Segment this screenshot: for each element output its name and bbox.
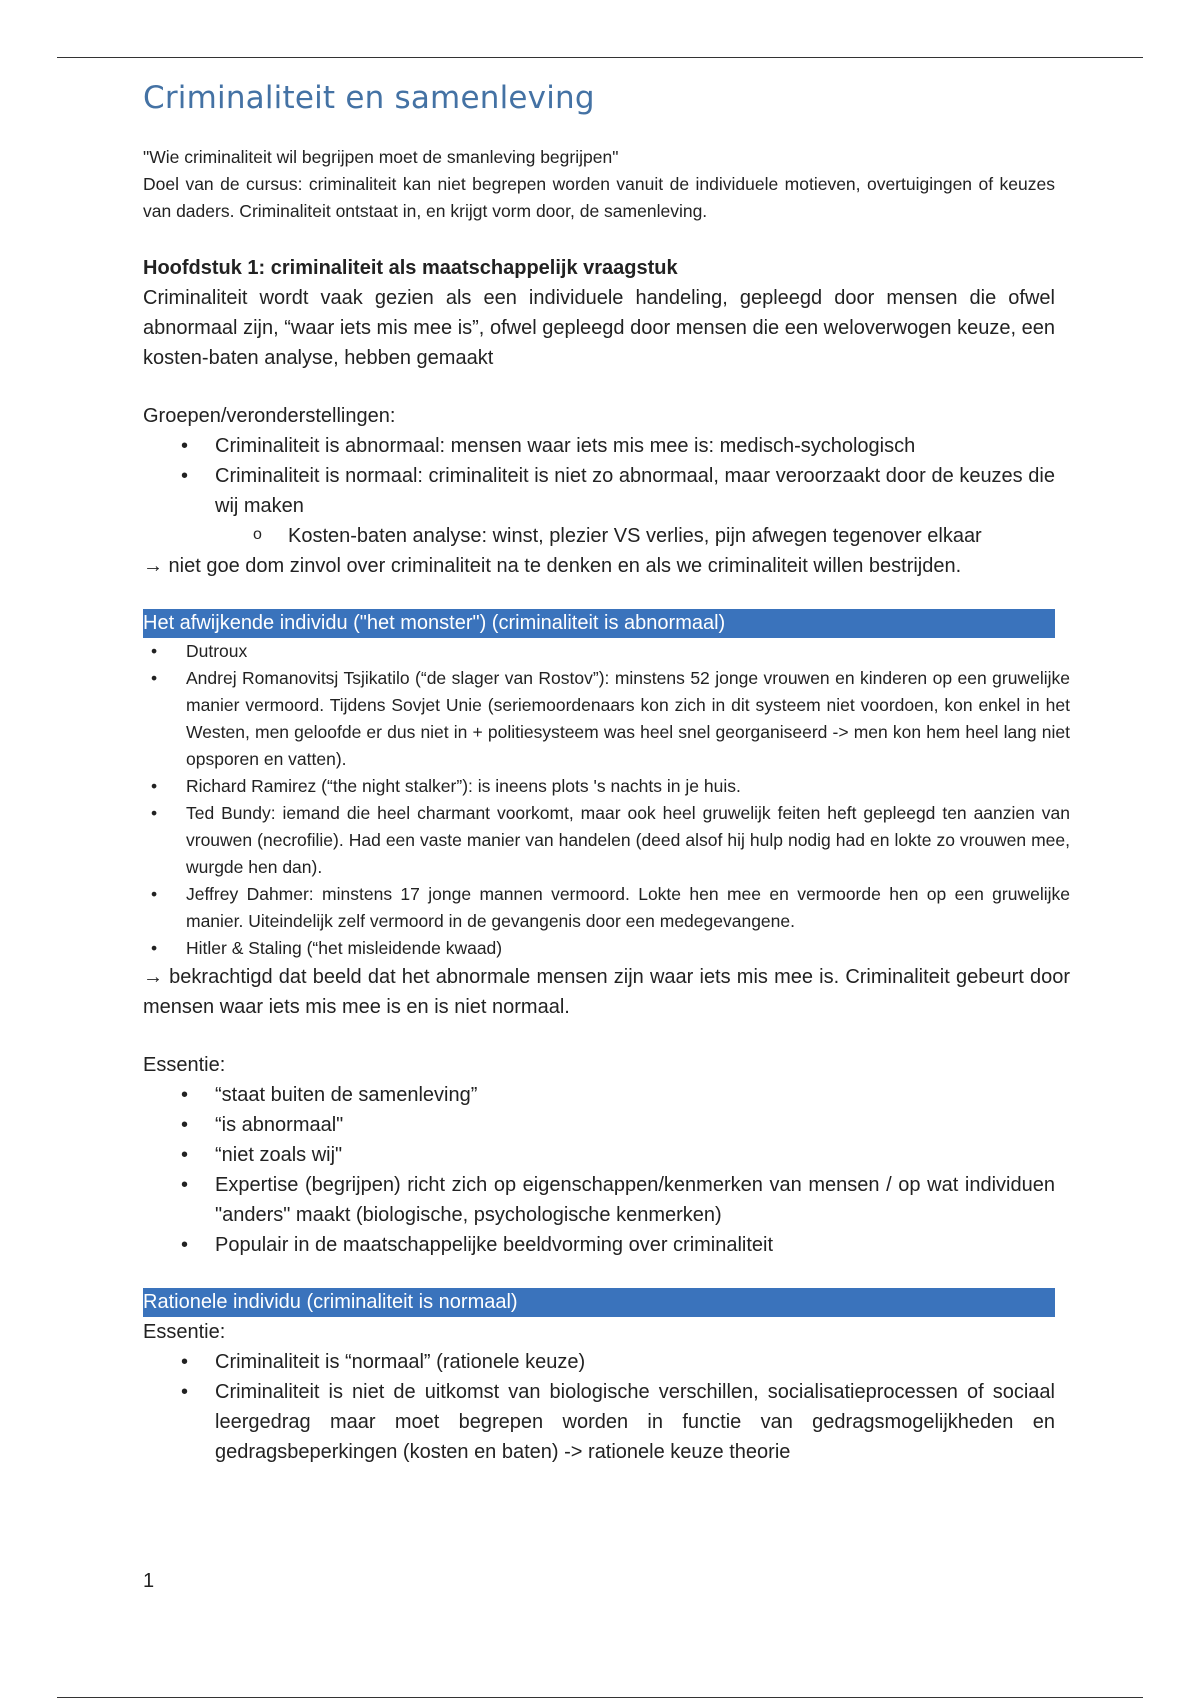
list-item: • Hitler & Staling (“het misleidende kwaad) [143, 935, 1070, 962]
list-item: • Andrej Romanovitsj Tsjikatilo (“de slager van Rostov”): minstens 52 jonge vrouwen en kinderen op een gruwelijke manier vermoord. Tijdens Sovjet Unie (seriemoordenaars kon zich in dit systeem niet voordoen, kon enkel in het Westen, men geloofde er dus niet in + politiesysteem was heel snel georganiseerd -> men kon hem heel lang niet opsporen en vatten). [143, 665, 1070, 773]
list-item: • Expertise (begrijpen) richt zich op eigenschappen/kenmerken van mensen / op wat individuen "anders" maakt (biologische, psychologische kenmerken) [143, 1170, 1055, 1230]
chapter-conclusion: → niet goe dom zinvol over criminaliteit na te denken en als we criminaliteit willen bestrijden. [143, 555, 962, 577]
list-item: • Criminaliteit is normaal: criminaliteit is niet zo abnormaal, maar veroorzaakt door de keuzes die wij maken [143, 461, 1055, 521]
page-number: 1 [143, 1570, 155, 1592]
section-heading-rational: Rationele individu (criminaliteit is normaal) [143, 1288, 1055, 1317]
list-item: • Ted Bundy: iemand die heel charmant voorkomt, maar ook heel gruwelijk feiten heft gepleegd ten aanzien van vrouwen (necrofilie). Had een vaste manier van handelen (deed alsof hij hulp nodig had en lokte zo vrouwen mee, wurgde hen dan). [143, 800, 1070, 881]
list-item: • “niet zoals wij" [143, 1140, 1055, 1170]
monster-essence-list [143, 1080, 1055, 1260]
groups-sublist [143, 521, 1055, 551]
chapter-intro: Criminaliteit wordt vaak gezien als een individuele handeling, gepleegd door mensen die ofwel abnormaal zijn, “waar iets mis mee is”, ofwel gepleegd door mensen die een weloverwogen keuze, een kosten-baten analyse, hebben gemaakt [143, 287, 1055, 369]
list-item: • “staat buiten de samenleving” [143, 1080, 1055, 1110]
quote: "Wie criminaliteit wil begrijpen moet de smanleving begrijpen" [143, 147, 619, 167]
essence-label: Essentie: [143, 1321, 226, 1343]
chapter-heading: Hoofdstuk 1: criminaliteit als maatschappelijk vraagstuk [143, 257, 678, 279]
list-item: • Criminaliteit is “normaal” (rationele keuze) [143, 1347, 1055, 1377]
list-item: • Richard Ramirez (“the night stalker”): is ineens plots 's nachts in je huis. [143, 773, 1070, 800]
list-item: • Criminaliteit is abnormaal: mensen waar iets mis mee is: medisch-sychologisch [143, 431, 1055, 461]
header-rule [57, 57, 1143, 58]
monster-examples-list [143, 638, 1070, 962]
list-item: • Populair in de maatschappelijke beeldvorming over criminaliteit [143, 1230, 1055, 1260]
monster-conclusion: → bekrachtigd dat beeld dat het abnormale mensen zijn waar iets mis mee is. Criminaliteit gebeurt door mensen waar iets mis mee is en is niet normaal. [143, 966, 1070, 1018]
list-item: • Criminaliteit is niet de uitkomst van biologische verschillen, socialisatieprocessen of sociaal leergedrag maar moet begrepen worden in functie van gedragsmogelijkheden en gedragsbeperkingen (kosten en baten) -> rationele keuze theorie [143, 1377, 1055, 1467]
list-item: • “is abnormaal" [143, 1110, 1055, 1140]
list-item: o Kosten-baten analyse: winst, plezier VS verlies, pijn afwegen tegenover elkaar [143, 521, 1055, 551]
course-goal: Doel van de cursus: criminaliteit kan niet begrepen worden vanuit de individuele motieven, overtuigingen of keuzes van daders. Criminaliteit ontstaat in, en krijgt vorm door, de samenleving. [143, 174, 1055, 221]
groups-list [143, 431, 1055, 521]
essence-label: Essentie: [143, 1054, 226, 1076]
section-heading-monster: Het afwijkende individu ("het monster") (criminaliteit is abnormaal) [143, 609, 1055, 638]
footer-rule [57, 1697, 1143, 1698]
arrow-icon: → [143, 966, 163, 988]
arrow-icon: → [143, 555, 163, 577]
page-content [143, 80, 1070, 1467]
rational-essence-list [143, 1347, 1055, 1467]
list-item: • Jeffrey Dahmer: minstens 17 jonge mannen vermoord. Lokte hen mee en vermoorde hen op een gruwelijke manier. Uiteindelijk zelf vermoord in de gevangenis door een medegevangene. [143, 881, 1070, 935]
page-title: Criminaliteit en samenleving [143, 80, 595, 116]
groups-label: Groepen/veronderstellingen: [143, 405, 396, 427]
list-item: • Dutroux [143, 638, 1070, 665]
